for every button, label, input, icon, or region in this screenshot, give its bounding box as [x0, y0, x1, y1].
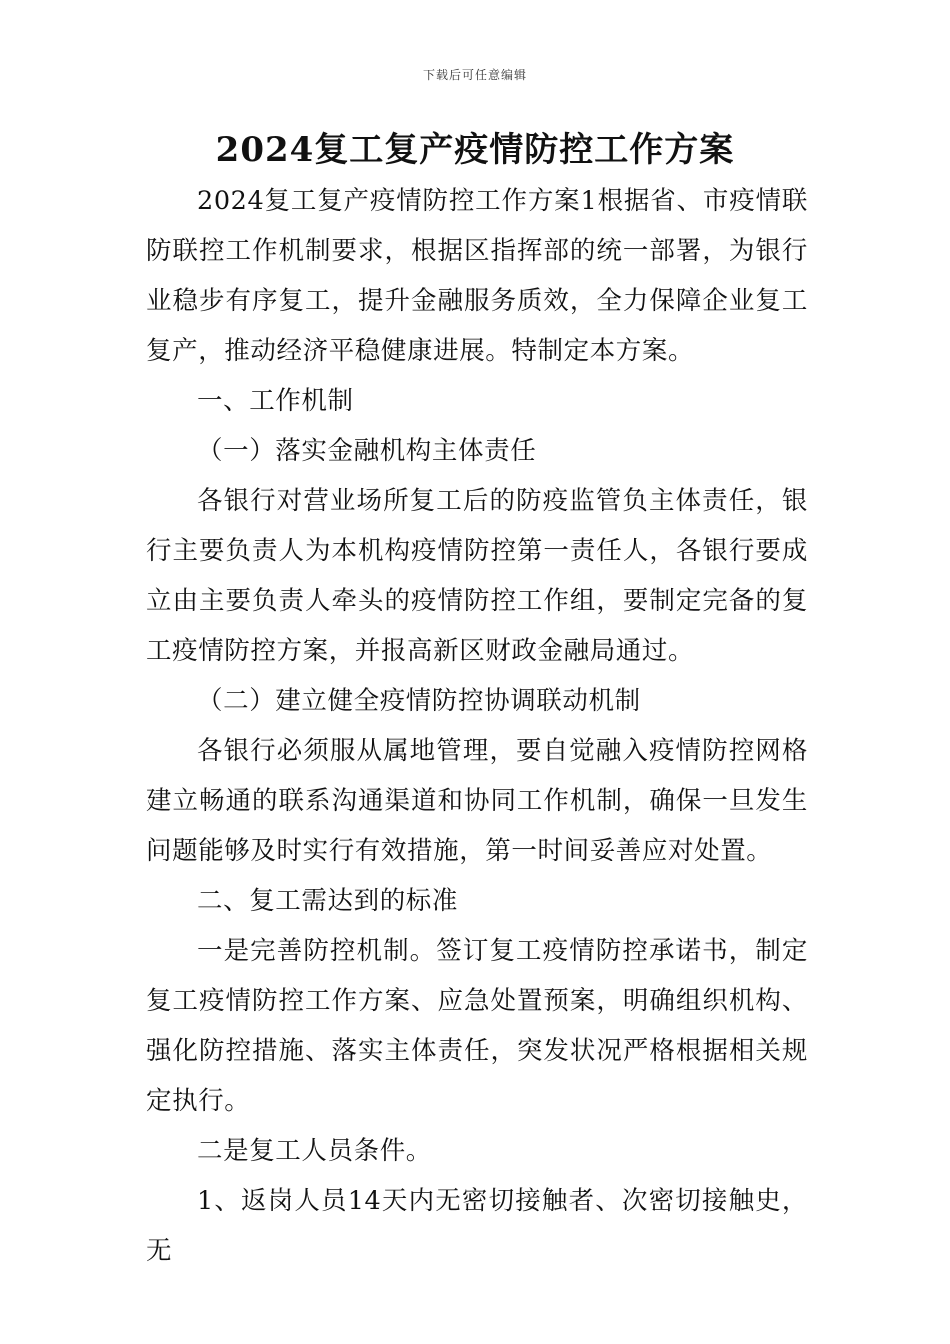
header-note: 下载后可任意编辑 [422, 68, 527, 82]
section-heading-1: 一、工作机制 [197, 386, 354, 416]
subsection-heading-1: （一）落实金融机构主体责任 [197, 436, 537, 466]
subsection-heading-2: （二）建立健全疫情防控协调联动机制 [197, 686, 641, 716]
document-body [146, 176, 808, 1276]
paragraph-personnel-item-1: 1、返岗人员14天内无密切接触者、次密切接触史，无 [146, 1186, 808, 1266]
paragraph-intro: 2024复工复产疫情防控工作方案1根据省、市疫情联防联控工作机制要求，根据区指挥部的统一部署，为银行业稳步有序复工，提升金融服务质效，全力保障企业复工复产，推动经济平稳健康进展。特制定本方案。 [146, 186, 808, 366]
paragraph-mechanism: 一是完善防控机制。签订复工疫情防控承诺书，制定复工疫情防控工作方案、应急处置预案，明确组织机构、强化防控措施、落实主体责任，突发状况严格根据相关规定执行。 [146, 936, 808, 1116]
section-heading-2: 二、复工需达到的标准 [197, 886, 459, 916]
paragraph-personnel-heading: 二是复工人员条件。 [197, 1136, 432, 1166]
paragraph-coordination: 各银行必须服从属地管理，要自觉融入疫情防控网格建立畅通的联系沟通渠道和协同工作机制，确保一旦发生问题能够及时实行有效措施，第一时间妥善应对处置。 [146, 736, 808, 866]
document-title: 2024复工复产疫情防控工作方案 [215, 130, 735, 170]
paragraph-responsibility: 各银行对营业场所复工后的防疫监管负主体责任，银行主要负责人为本机构疫情防控第一责任人，各银行要成立由主要负责人牵头的疫情防控工作组，要制定完备的复工疫情防控方案，并报高新区财政金融局通过。 [146, 486, 808, 666]
